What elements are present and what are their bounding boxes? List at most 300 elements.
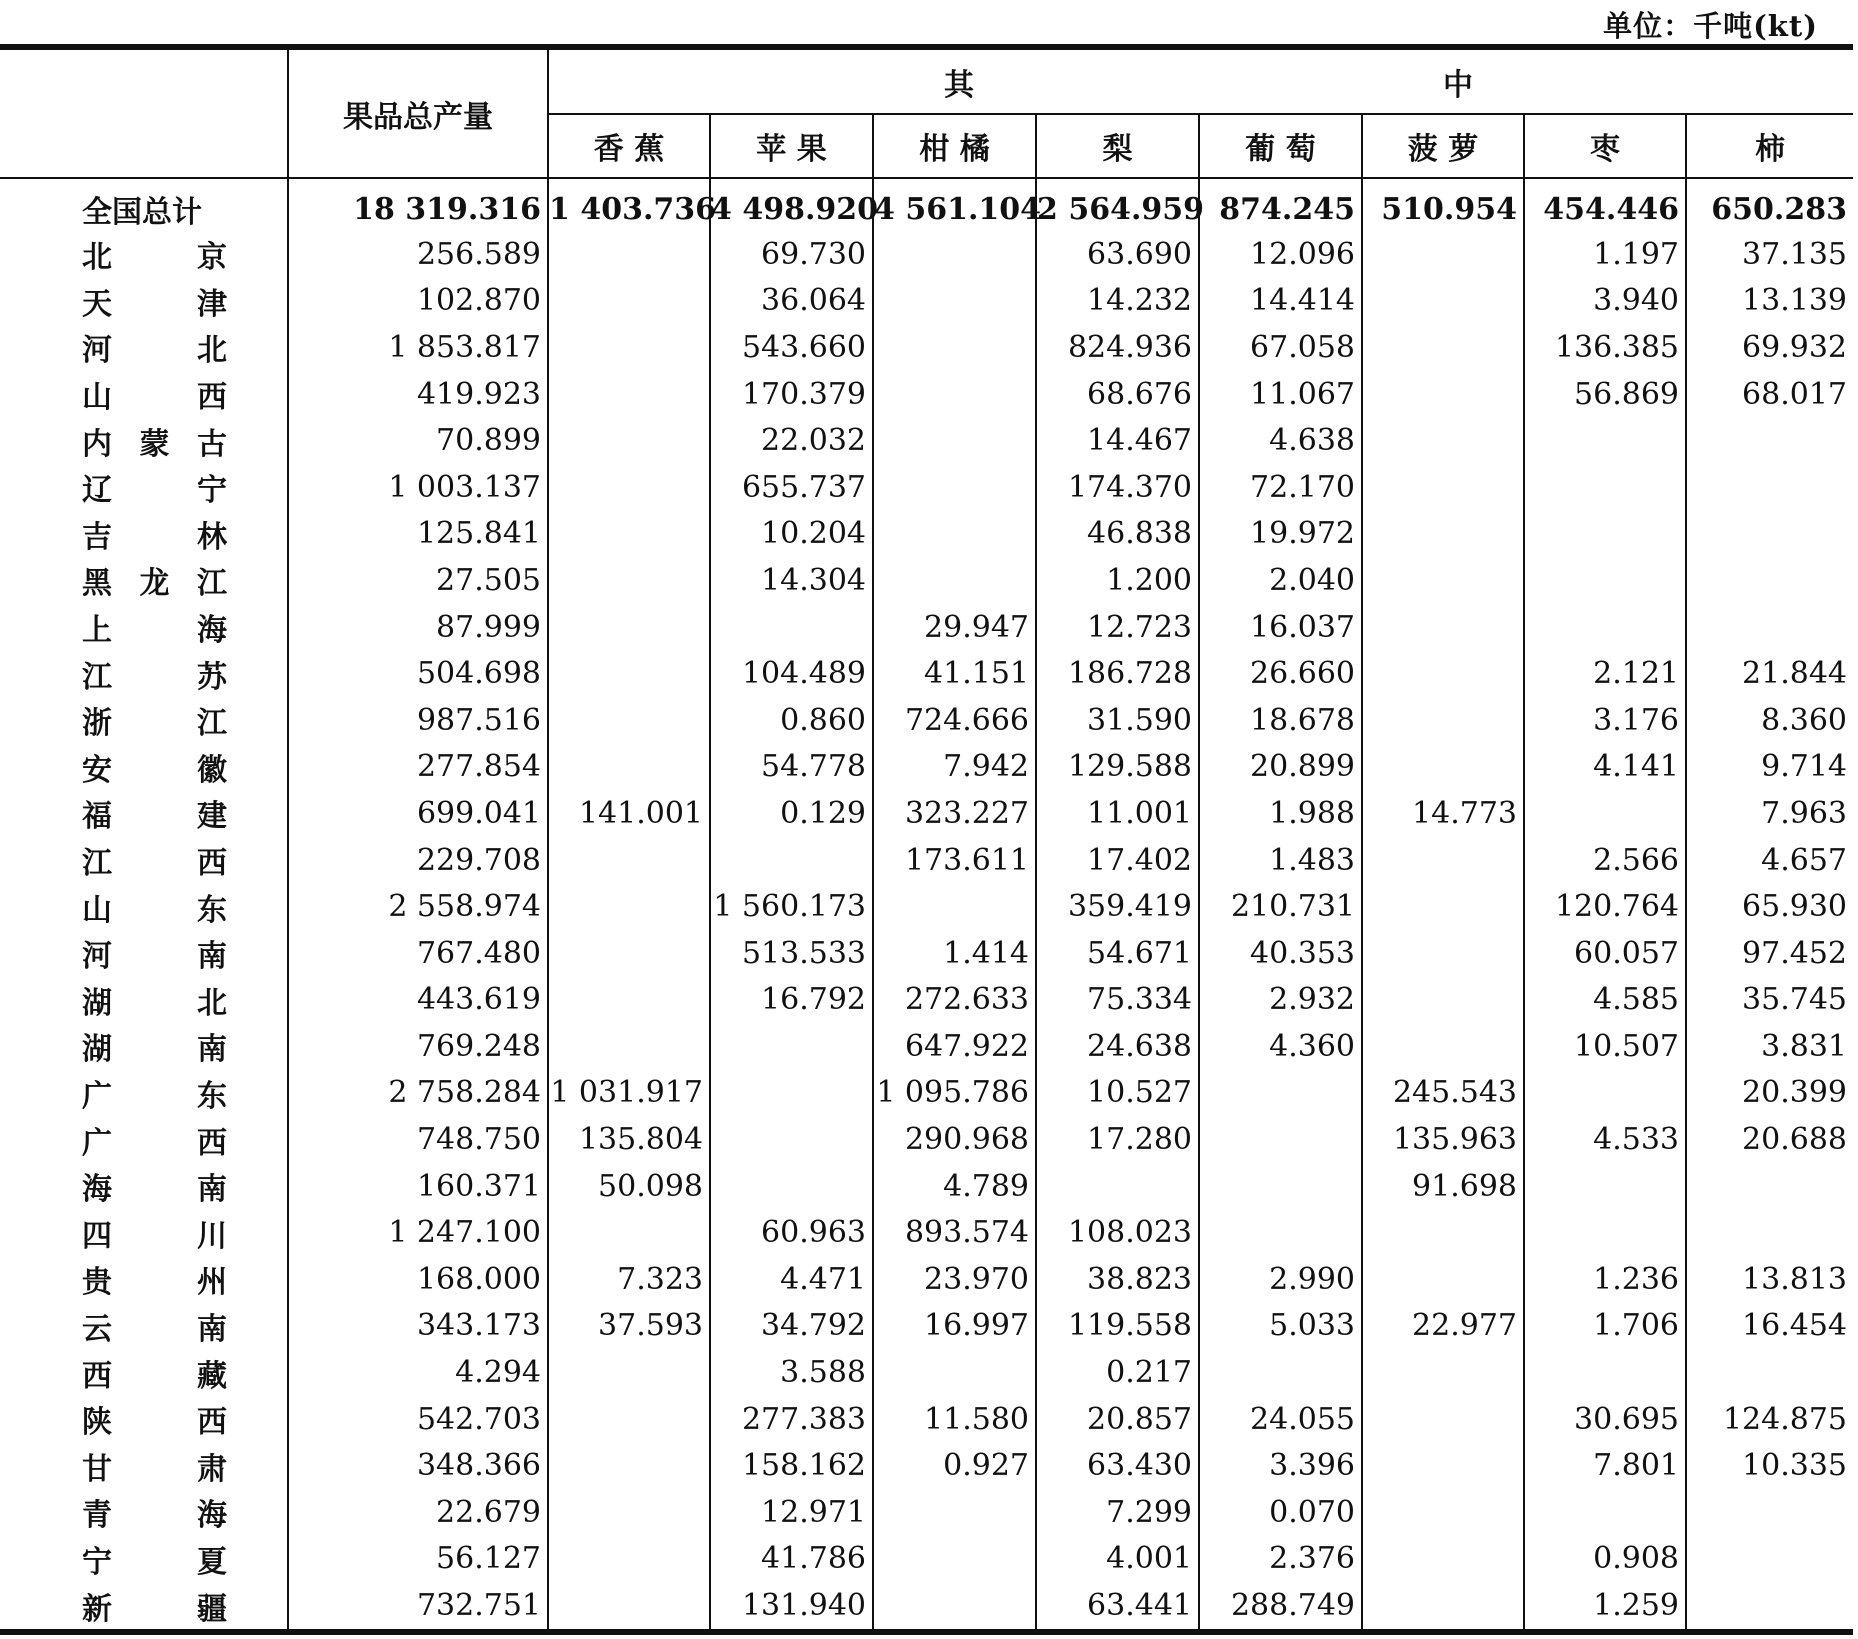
table-row: [0, 650, 1853, 697]
total-cell: 277.854: [288, 744, 548, 791]
value-cell: 2.040: [1199, 557, 1362, 604]
value-cell: 4.001: [1036, 1536, 1199, 1583]
value-cell: 513.533: [710, 930, 873, 977]
table-header: [0, 47, 1853, 178]
value-cell: [548, 650, 710, 697]
table-row: [0, 977, 1853, 1024]
value-cell: 510.954: [1362, 178, 1524, 231]
table-row: [0, 883, 1853, 930]
national-total-row: [0, 178, 1853, 231]
table-row: [0, 278, 1853, 325]
value-cell: 63.441: [1036, 1582, 1199, 1632]
total-cell: 256.589: [288, 231, 548, 278]
table-row: [0, 1256, 1853, 1303]
value-cell: 91.698: [1362, 1163, 1524, 1210]
value-cell: 14.414: [1199, 278, 1362, 325]
value-cell: [1362, 1349, 1524, 1396]
region-name: 北 京: [82, 240, 227, 276]
total-cell: 769.248: [288, 1023, 548, 1070]
value-cell: [548, 1023, 710, 1070]
value-cell: 38.823: [1036, 1256, 1199, 1303]
table-row: [0, 697, 1853, 744]
value-cell: [1362, 511, 1524, 558]
value-cell: 35.745: [1686, 977, 1853, 1024]
value-cell: 3.588: [710, 1349, 873, 1396]
total-cell: 125.841: [288, 511, 548, 558]
value-cell: [710, 604, 873, 651]
region-name: 福 建: [82, 799, 227, 835]
value-cell: 14.232: [1036, 278, 1199, 325]
value-cell: [873, 883, 1036, 930]
value-cell: 69.932: [1686, 324, 1853, 371]
value-cell: 288.749: [1199, 1582, 1362, 1632]
value-cell: 655.737: [710, 464, 873, 511]
value-cell: [1686, 604, 1853, 651]
value-cell: 543.660: [710, 324, 873, 371]
value-cell: 129.588: [1036, 744, 1199, 791]
fruit-production-table: [0, 44, 1853, 1635]
value-cell: 2 564.959: [1036, 178, 1199, 231]
table-row: [0, 464, 1853, 511]
total-cell: 748.750: [288, 1116, 548, 1163]
value-cell: 54.778: [710, 744, 873, 791]
value-cell: 2.566: [1524, 837, 1686, 884]
value-cell: 10.507: [1524, 1023, 1686, 1070]
total-cell: 1 853.817: [288, 324, 548, 371]
total-cell: 343.173: [288, 1303, 548, 1350]
total-cell: 2 558.974: [288, 883, 548, 930]
value-cell: [1686, 1489, 1853, 1536]
value-cell: [873, 557, 1036, 604]
table-row: [0, 557, 1853, 604]
value-cell: 7.801: [1524, 1442, 1686, 1489]
value-cell: 12.096: [1199, 231, 1362, 278]
value-cell: 13.139: [1686, 278, 1853, 325]
value-cell: [873, 417, 1036, 464]
value-cell: [548, 744, 710, 791]
value-cell: [548, 977, 710, 1024]
column-header: 枣: [1524, 114, 1686, 178]
value-cell: 277.383: [710, 1396, 873, 1443]
value-cell: 13.813: [1686, 1256, 1853, 1303]
value-cell: [1362, 837, 1524, 884]
value-cell: 20.399: [1686, 1070, 1853, 1117]
total-cell: 732.751: [288, 1582, 548, 1632]
table-row: [0, 744, 1853, 791]
value-cell: 29.947: [873, 604, 1036, 651]
table-row: [0, 1209, 1853, 1256]
value-cell: [873, 371, 1036, 418]
value-cell: [1199, 1070, 1362, 1117]
value-cell: 11.580: [873, 1396, 1036, 1443]
value-cell: [1199, 1116, 1362, 1163]
value-cell: 824.936: [1036, 324, 1199, 371]
value-cell: [548, 371, 710, 418]
total-cell: 1 247.100: [288, 1209, 548, 1256]
value-cell: 4.533: [1524, 1116, 1686, 1163]
region-name: 安 徽: [82, 752, 227, 788]
value-cell: 37.135: [1686, 231, 1853, 278]
value-cell: [873, 1582, 1036, 1632]
column-header: 苹 果: [710, 114, 873, 178]
region-name: 西 藏: [82, 1358, 227, 1394]
value-cell: 724.666: [873, 697, 1036, 744]
value-cell: [1524, 557, 1686, 604]
value-cell: 14.304: [710, 557, 873, 604]
value-cell: 50.098: [548, 1163, 710, 1210]
value-cell: 1.706: [1524, 1303, 1686, 1350]
value-cell: 10.335: [1686, 1442, 1853, 1489]
value-cell: [1362, 1536, 1524, 1583]
value-cell: [1686, 417, 1853, 464]
total-cell: 987.516: [288, 697, 548, 744]
value-cell: 323.227: [873, 790, 1036, 837]
value-cell: 75.334: [1036, 977, 1199, 1024]
value-cell: [873, 324, 1036, 371]
value-cell: [548, 1536, 710, 1583]
value-cell: [1036, 1163, 1199, 1210]
value-cell: 3.831: [1686, 1023, 1853, 1070]
total-header: 果品总产量: [288, 47, 548, 178]
value-cell: [548, 930, 710, 977]
value-cell: [548, 278, 710, 325]
value-cell: [548, 883, 710, 930]
value-cell: 23.970: [873, 1256, 1036, 1303]
value-cell: 11.067: [1199, 371, 1362, 418]
value-cell: 210.731: [1199, 883, 1362, 930]
value-cell: 10.204: [710, 511, 873, 558]
value-cell: 16.792: [710, 977, 873, 1024]
value-cell: 1.259: [1524, 1582, 1686, 1632]
value-cell: 41.151: [873, 650, 1036, 697]
value-cell: [1686, 1582, 1853, 1632]
value-cell: 141.001: [548, 790, 710, 837]
value-cell: 56.869: [1524, 371, 1686, 418]
value-cell: [1199, 1209, 1362, 1256]
value-cell: 37.593: [548, 1303, 710, 1350]
value-cell: 3.396: [1199, 1442, 1362, 1489]
value-cell: 68.017: [1686, 371, 1853, 418]
value-cell: [548, 837, 710, 884]
value-cell: 1.236: [1524, 1256, 1686, 1303]
value-cell: 54.671: [1036, 930, 1199, 977]
value-cell: [1524, 464, 1686, 511]
value-cell: 3.940: [1524, 278, 1686, 325]
value-cell: 7.963: [1686, 790, 1853, 837]
value-cell: 4 561.104: [873, 178, 1036, 231]
value-cell: 17.280: [1036, 1116, 1199, 1163]
value-cell: 5.033: [1199, 1303, 1362, 1350]
value-cell: 0.860: [710, 697, 873, 744]
value-cell: 1.200: [1036, 557, 1199, 604]
total-cell: 56.127: [288, 1536, 548, 1583]
region-name: 浙 江: [82, 706, 227, 742]
value-cell: 69.730: [710, 231, 873, 278]
value-cell: [1362, 1489, 1524, 1536]
total-cell: 102.870: [288, 278, 548, 325]
value-cell: [1362, 324, 1524, 371]
value-cell: 63.690: [1036, 231, 1199, 278]
region-name: 山 东: [82, 892, 227, 928]
value-cell: [1686, 1209, 1853, 1256]
table-row: [0, 1442, 1853, 1489]
value-cell: [1362, 1582, 1524, 1632]
value-cell: [548, 231, 710, 278]
region-name: 江 西: [82, 846, 227, 882]
table-row: [0, 324, 1853, 371]
total-cell: 348.366: [288, 1442, 548, 1489]
value-cell: [1524, 790, 1686, 837]
value-cell: [710, 837, 873, 884]
value-cell: 290.968: [873, 1116, 1036, 1163]
value-cell: 2.376: [1199, 1536, 1362, 1583]
value-cell: 174.370: [1036, 464, 1199, 511]
value-cell: 60.057: [1524, 930, 1686, 977]
region-name: 全国总计: [82, 195, 202, 230]
value-cell: [1362, 464, 1524, 511]
value-cell: 136.385: [1524, 324, 1686, 371]
value-cell: 9.714: [1686, 744, 1853, 791]
value-cell: 158.162: [710, 1442, 873, 1489]
value-cell: [1362, 1396, 1524, 1443]
value-cell: 4.638: [1199, 417, 1362, 464]
region-name: 江 苏: [82, 659, 227, 695]
value-cell: 0.129: [710, 790, 873, 837]
group-header-left: 其: [944, 67, 974, 103]
table-row: [0, 1116, 1853, 1163]
region-name: 山 西: [82, 380, 227, 416]
value-cell: [1362, 371, 1524, 418]
value-cell: 12.723: [1036, 604, 1199, 651]
value-cell: 11.001: [1036, 790, 1199, 837]
value-cell: [1362, 278, 1524, 325]
value-cell: 16.037: [1199, 604, 1362, 651]
value-cell: 18.678: [1199, 697, 1362, 744]
value-cell: 14.773: [1362, 790, 1524, 837]
value-cell: [1362, 1023, 1524, 1070]
value-cell: 3.176: [1524, 697, 1686, 744]
value-cell: [1686, 511, 1853, 558]
total-cell: 2 758.284: [288, 1070, 548, 1117]
value-cell: 1 031.917: [548, 1070, 710, 1117]
value-cell: 31.590: [1036, 697, 1199, 744]
value-cell: 67.058: [1199, 324, 1362, 371]
value-cell: [1686, 1163, 1853, 1210]
value-cell: 46.838: [1036, 511, 1199, 558]
value-cell: 135.963: [1362, 1116, 1524, 1163]
value-cell: 7.323: [548, 1256, 710, 1303]
value-cell: 2.990: [1199, 1256, 1362, 1303]
total-cell: 1 003.137: [288, 464, 548, 511]
value-cell: 0.217: [1036, 1349, 1199, 1396]
table-row: [0, 511, 1853, 558]
value-cell: [1199, 1163, 1362, 1210]
value-cell: [1362, 231, 1524, 278]
value-cell: 30.695: [1524, 1396, 1686, 1443]
value-cell: [548, 1489, 710, 1536]
group-header-right: 中: [1443, 67, 1473, 103]
column-header: 葡 萄: [1199, 114, 1362, 178]
total-cell: 18 319.316: [288, 178, 548, 231]
value-cell: [548, 697, 710, 744]
value-cell: [873, 1349, 1036, 1396]
table-row: [0, 1070, 1853, 1117]
value-cell: [710, 1116, 873, 1163]
value-cell: 647.922: [873, 1023, 1036, 1070]
region-name: 吉 林: [82, 519, 227, 555]
value-cell: 24.638: [1036, 1023, 1199, 1070]
value-cell: [548, 1349, 710, 1396]
region-name: 河 南: [82, 939, 227, 975]
value-cell: 19.972: [1199, 511, 1362, 558]
column-header: 香 蕉: [548, 114, 710, 178]
value-cell: 7.942: [873, 744, 1036, 791]
value-cell: 650.283: [1686, 178, 1853, 231]
region-name: 天 津: [82, 286, 227, 322]
value-cell: 12.971: [710, 1489, 873, 1536]
value-cell: 1 095.786: [873, 1070, 1036, 1117]
value-cell: 97.452: [1686, 930, 1853, 977]
value-cell: 4.471: [710, 1256, 873, 1303]
group-header: [548, 47, 1853, 114]
table-row: [0, 231, 1853, 278]
value-cell: 60.963: [710, 1209, 873, 1256]
region-name: 新 疆: [82, 1591, 227, 1627]
value-cell: [1362, 977, 1524, 1024]
value-cell: 36.064: [710, 278, 873, 325]
value-cell: 7.299: [1036, 1489, 1199, 1536]
value-cell: 4.360: [1199, 1023, 1362, 1070]
value-cell: [873, 464, 1036, 511]
value-cell: [548, 1582, 710, 1632]
value-cell: 135.804: [548, 1116, 710, 1163]
value-cell: [710, 1023, 873, 1070]
value-cell: [548, 557, 710, 604]
value-cell: 22.032: [710, 417, 873, 464]
value-cell: [1362, 557, 1524, 604]
table-row: [0, 1349, 1853, 1396]
value-cell: [1524, 511, 1686, 558]
value-cell: 16.997: [873, 1303, 1036, 1350]
value-cell: [873, 278, 1036, 325]
region-name: 内 蒙 古: [82, 426, 227, 462]
value-cell: [1199, 1349, 1362, 1396]
value-cell: 1.197: [1524, 231, 1686, 278]
value-cell: 108.023: [1036, 1209, 1199, 1256]
region-name: 四 川: [82, 1218, 227, 1254]
region-name: 贵 州: [82, 1265, 227, 1301]
value-cell: 63.430: [1036, 1442, 1199, 1489]
total-cell: 22.679: [288, 1489, 548, 1536]
value-cell: [1686, 1349, 1853, 1396]
column-header: 梨: [1036, 114, 1199, 178]
value-cell: 359.419: [1036, 883, 1199, 930]
region-name: 陕 西: [82, 1405, 227, 1441]
region-name: 广 东: [82, 1078, 227, 1114]
value-cell: 4.141: [1524, 744, 1686, 791]
value-cell: [548, 417, 710, 464]
value-cell: [873, 231, 1036, 278]
value-cell: [1362, 697, 1524, 744]
value-cell: [1362, 604, 1524, 651]
region-name: 湖 南: [82, 1032, 227, 1068]
table-row: [0, 1582, 1853, 1632]
value-cell: [1524, 1163, 1686, 1210]
total-cell: 443.619: [288, 977, 548, 1024]
value-cell: 104.489: [710, 650, 873, 697]
value-cell: 20.688: [1686, 1116, 1853, 1163]
region-name: 上 海: [82, 613, 227, 649]
value-cell: [1362, 1209, 1524, 1256]
value-cell: 4.585: [1524, 977, 1686, 1024]
value-cell: 14.467: [1036, 417, 1199, 464]
column-header: 柑 橘: [873, 114, 1036, 178]
column-header: 柿: [1686, 114, 1853, 178]
value-cell: [1524, 1349, 1686, 1396]
value-cell: 1 560.173: [710, 883, 873, 930]
value-cell: 72.170: [1199, 464, 1362, 511]
value-cell: 119.558: [1036, 1303, 1199, 1350]
value-cell: 2.932: [1199, 977, 1362, 1024]
value-cell: 1.988: [1199, 790, 1362, 837]
total-cell: 160.371: [288, 1163, 548, 1210]
value-cell: [1362, 1256, 1524, 1303]
value-cell: [548, 464, 710, 511]
total-cell: 27.505: [288, 557, 548, 604]
value-cell: 0.070: [1199, 1489, 1362, 1536]
value-cell: 124.875: [1686, 1396, 1853, 1443]
value-cell: [1362, 930, 1524, 977]
value-cell: 10.527: [1036, 1070, 1199, 1117]
value-cell: [1686, 464, 1853, 511]
value-cell: 16.454: [1686, 1303, 1853, 1350]
table-row: [0, 417, 1853, 464]
value-cell: 21.844: [1686, 650, 1853, 697]
value-cell: [1362, 1442, 1524, 1489]
value-cell: [1362, 650, 1524, 697]
region-name: 广 西: [82, 1125, 227, 1161]
value-cell: 1.414: [873, 930, 1036, 977]
value-cell: 20.899: [1199, 744, 1362, 791]
value-cell: [710, 1163, 873, 1210]
table-row: [0, 1396, 1853, 1443]
value-cell: 874.245: [1199, 178, 1362, 231]
value-cell: 8.360: [1686, 697, 1853, 744]
value-cell: 26.660: [1199, 650, 1362, 697]
region-name: 黑 龙 江: [82, 566, 227, 602]
value-cell: 20.857: [1036, 1396, 1199, 1443]
value-cell: 186.728: [1036, 650, 1199, 697]
value-cell: 4.657: [1686, 837, 1853, 884]
region-name: 湖 北: [82, 985, 227, 1021]
table-body: [0, 178, 1853, 1632]
value-cell: 131.940: [710, 1582, 873, 1632]
total-cell: 542.703: [288, 1396, 548, 1443]
value-cell: 170.379: [710, 371, 873, 418]
value-cell: [1524, 1070, 1686, 1117]
value-cell: [1524, 1209, 1686, 1256]
value-cell: [548, 511, 710, 558]
value-cell: 17.402: [1036, 837, 1199, 884]
value-cell: [1524, 604, 1686, 651]
value-cell: 120.764: [1524, 883, 1686, 930]
total-cell: 504.698: [288, 650, 548, 697]
value-cell: [1362, 417, 1524, 464]
value-cell: 4 498.920: [710, 178, 873, 231]
value-cell: 34.792: [710, 1303, 873, 1350]
value-cell: [548, 1442, 710, 1489]
value-cell: 4.789: [873, 1163, 1036, 1210]
